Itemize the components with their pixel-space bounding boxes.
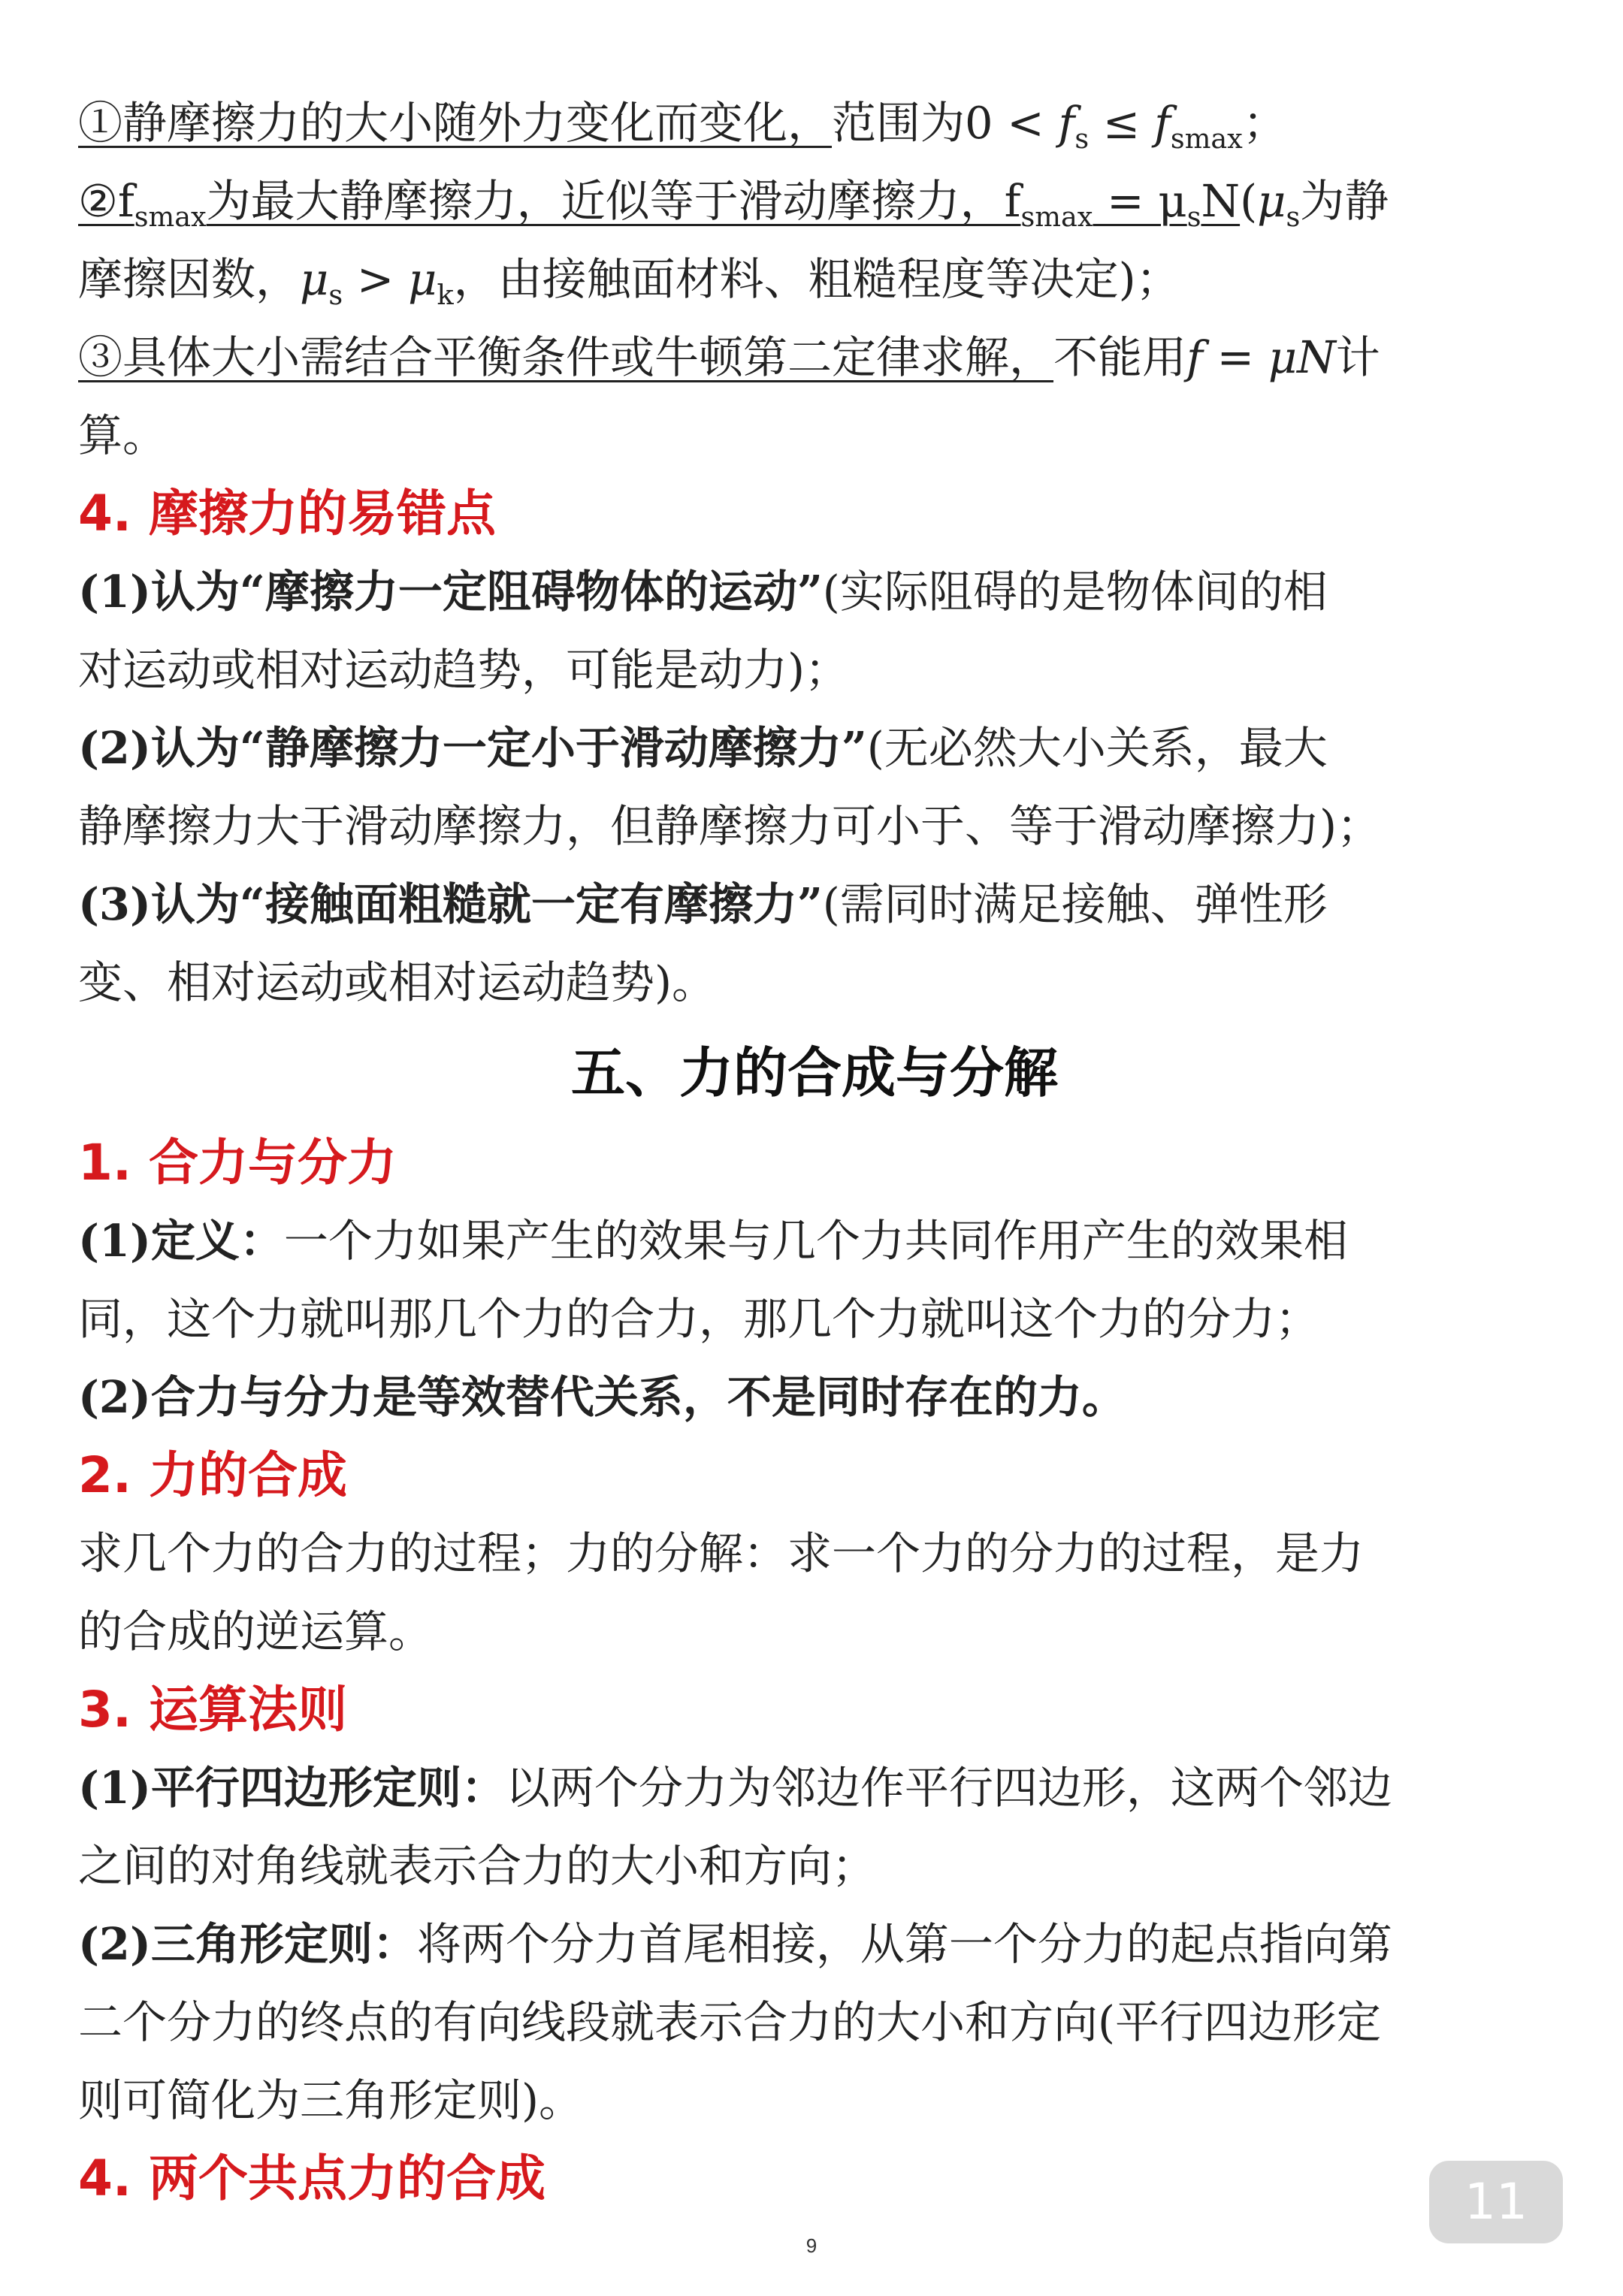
text-span: 将两个分力首尾相接，从第一个分力的起点指向第	[416, 1918, 1392, 1970]
bold-text: (1)平行四边形定则：	[78, 1762, 506, 1814]
text-span: 不能用	[1053, 331, 1187, 383]
heading-operation-rules: 3. 运算法则	[78, 1681, 347, 1739]
math-subscript: smax	[1170, 122, 1243, 155]
math-symbol: μ	[408, 253, 437, 305]
rule-triangle-cont: 二个分力的终点的有向线段就表示合力的大小和方向(平行四边形定	[78, 1996, 1382, 2048]
text-line-friction-coefficient	[78, 240, 1551, 319]
text-span: (无必然大小关系，最大	[866, 722, 1328, 774]
underlined-text: ③具体大小需结合平衡条件或牛顿第二定律求解，	[78, 331, 1054, 383]
text-span: 为最大静摩擦力，近似等于滑动摩擦力，f	[206, 175, 1021, 227]
bold-text: (1)认为“摩擦力一定阻碍物体的运动”	[78, 566, 823, 618]
text-span: (需同时满足接触、弹性形	[822, 878, 1328, 930]
heading-two-concurrent-forces: 4. 两个共点力的合成	[78, 2149, 546, 2207]
bold-text: (1)定义：	[78, 1215, 284, 1267]
text-span: >	[343, 253, 409, 305]
text-line-max-static-friction	[78, 162, 1551, 240]
definition-line-cont: 同，这个力就叫那几个力的合力，那几个力就叫这个力的分力；	[78, 1293, 1320, 1345]
text-line-static-friction-range	[78, 84, 1551, 162]
heading-friction-mistakes: 4. 摩擦力的易错点	[78, 485, 496, 542]
underlined-text: ①静摩擦力的大小随外力变化而变化，	[78, 97, 833, 149]
section-title: 五、力的合成与分解	[570, 1041, 1058, 1104]
math-subscript: s	[328, 278, 343, 311]
text-span: ，由接触面材料、粗糙程度等决定)；	[453, 253, 1180, 305]
math-subscript: smax	[134, 200, 207, 233]
text-span: ②f	[78, 175, 134, 227]
heading-force-composition: 2. 力的合成	[78, 1446, 347, 1504]
definition-line	[78, 1202, 1551, 1280]
bold-text: (2)认为“静摩擦力一定小于滑动摩擦力”	[78, 722, 867, 774]
text-span: ≤	[1089, 97, 1155, 149]
text-span: 为静	[1300, 175, 1389, 227]
page-number: 9	[805, 2234, 818, 2257]
list-item-mistake-2-cont: 静摩擦力大于滑动摩擦力，但静摩擦力可小于、等于滑动摩擦力)；	[78, 800, 1382, 852]
list-item-mistake-2	[78, 709, 1551, 787]
math-symbol: f	[1154, 97, 1171, 149]
list-item-mistake-3-cont: 变、相对运动或相对运动趋势)。	[78, 956, 717, 1008]
composition-text: 求几个力的合力的过程；力的分解：求一个力的分力的过程，是力	[78, 1527, 1365, 1579]
text-line-solve-method	[78, 319, 1551, 397]
list-item-mistake-3	[78, 866, 1551, 944]
math-subscript: s	[1074, 122, 1090, 155]
math-subscript: k	[437, 278, 454, 311]
rule-triangle-cont-2: 则可简化为三角形定则)。	[78, 2074, 584, 2126]
text-span: 摩擦因数，	[78, 253, 301, 305]
math-symbol: μ	[300, 253, 329, 305]
math-formula: f = μN	[1186, 331, 1336, 383]
text-span: N	[1201, 175, 1241, 227]
page-badge: 11	[1429, 2161, 1563, 2243]
text-span: (实际阻碍的是物体间的相	[822, 566, 1328, 618]
document-page	[78, 84, 1551, 2218]
text-span: 算。	[78, 409, 168, 461]
equivalence-line: (2)合力与分力是等效替代关系，不是同时存在的力。	[78, 1371, 1126, 1423]
text-span: = μ	[1093, 175, 1187, 227]
rule-triangle	[78, 1905, 1551, 1983]
math-subscript: s	[1186, 200, 1201, 233]
text-span: 以两个分力为邻边作平行四边形，这两个邻边	[505, 1762, 1392, 1814]
list-item-mistake-1-cont: 对运动或相对运动趋势，可能是动力)；	[78, 644, 850, 696]
text-span: 一个力如果产生的效果与几个力共同作用产生的效果相	[283, 1215, 1348, 1267]
list-item-mistake-1	[78, 553, 1551, 631]
math-subscript: s	[1286, 200, 1301, 233]
text-span: (	[1240, 175, 1258, 227]
heading-resultant-and-component: 1. 合力与分力	[78, 1134, 397, 1192]
underlined-text	[78, 175, 1241, 233]
math-subscript: smax	[1020, 200, 1093, 233]
bold-text: (3)认为“接触面粗糙就一定有摩擦力”	[78, 878, 823, 930]
text-span: 范围为0 <	[832, 97, 1059, 149]
text-span: 计	[1335, 331, 1380, 383]
rule-parallelogram-cont: 之间的对角线就表示合力的大小和方向；	[78, 1840, 877, 1892]
bold-text: (2)三角形定则：	[78, 1918, 417, 1970]
math-symbol: f	[1058, 97, 1075, 149]
rule-parallelogram	[78, 1749, 1551, 1827]
math-symbol: μ	[1257, 175, 1286, 227]
text-line-continuation	[78, 397, 1551, 475]
text-span: ；	[1242, 97, 1287, 149]
composition-text-cont: 的合成的逆运算。	[78, 1606, 434, 1657]
